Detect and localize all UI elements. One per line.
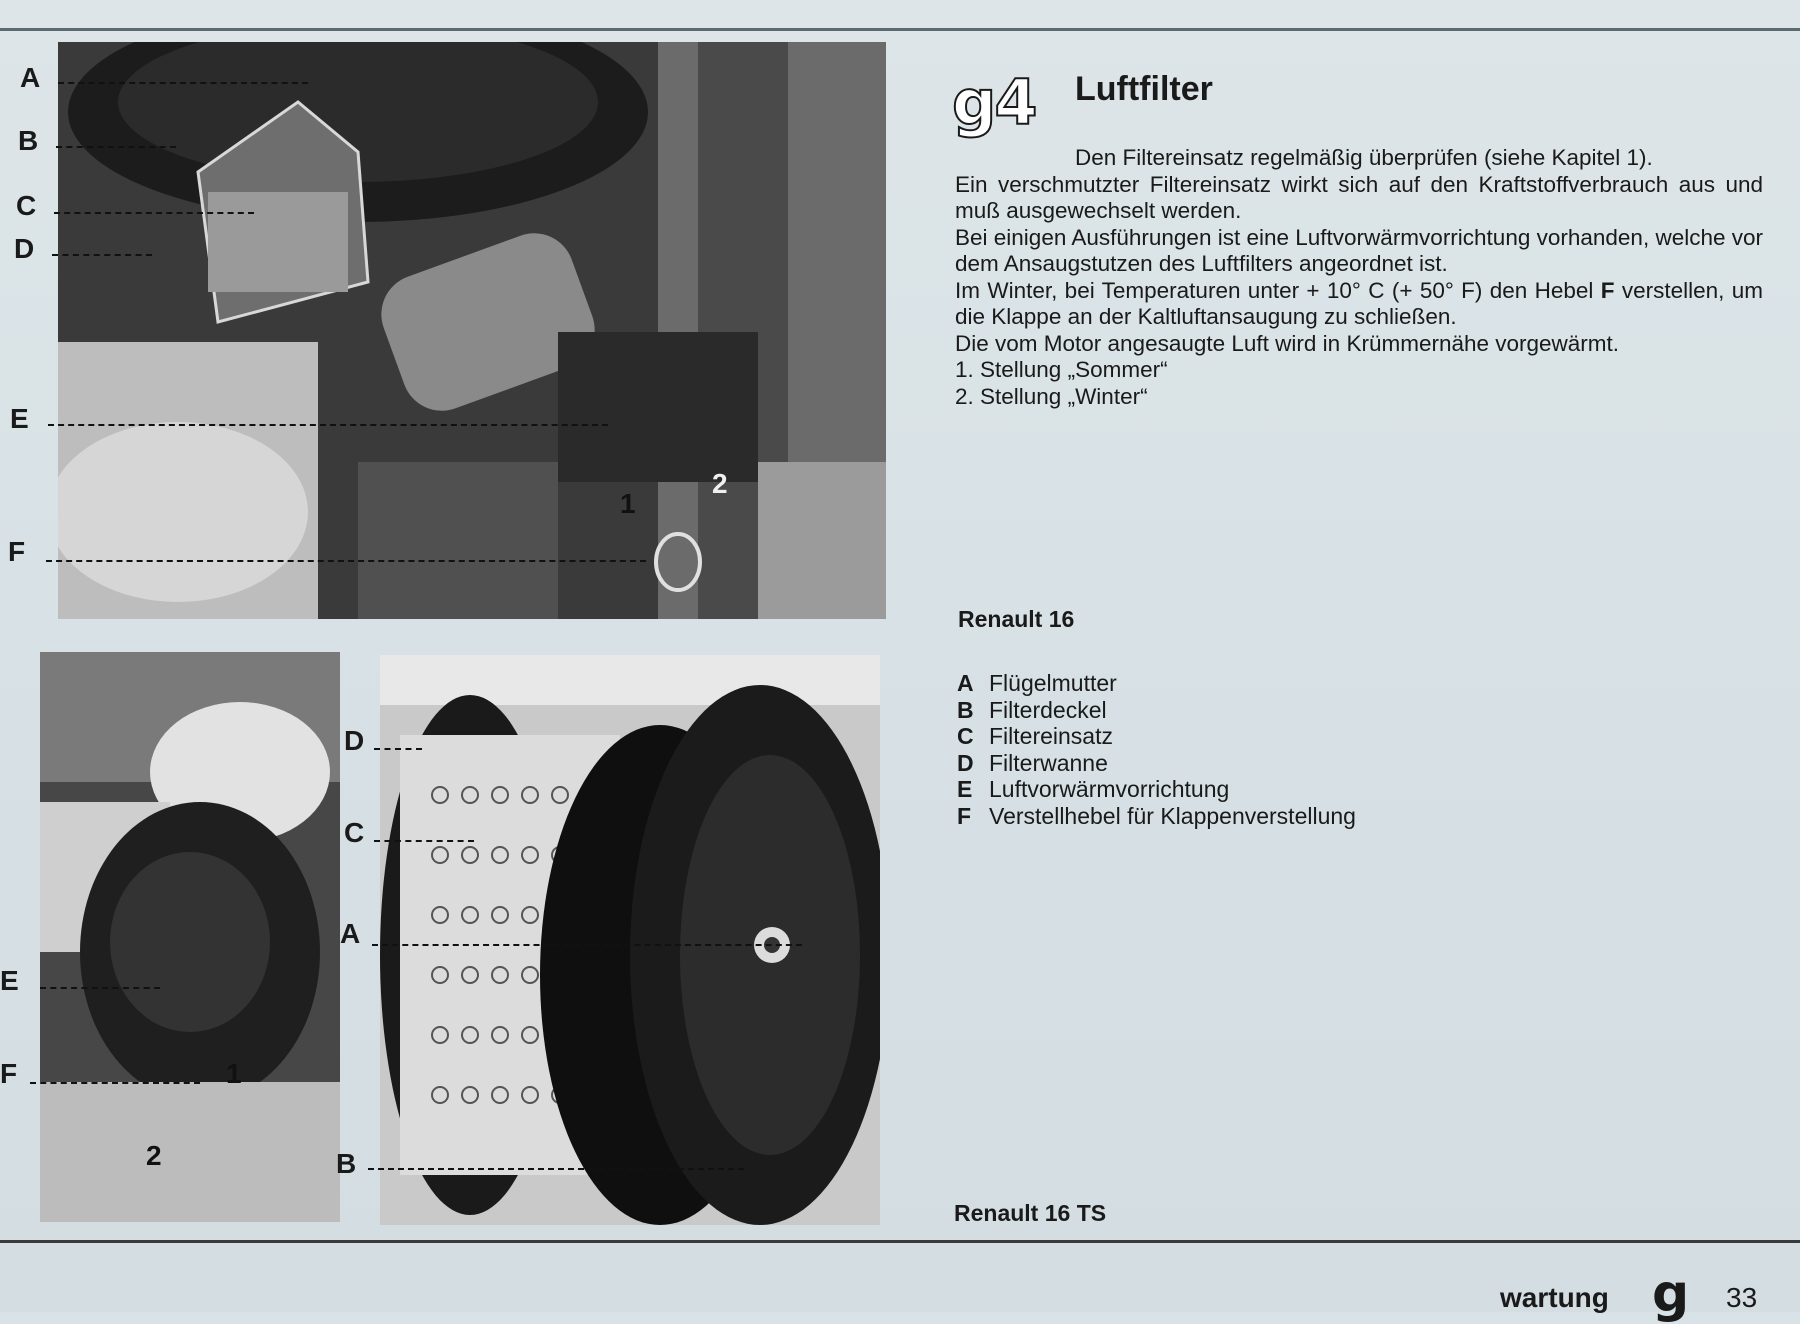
caption-top: Renault 16 [958,606,1075,632]
callout-f: F [8,536,26,567]
section-number: g4 [952,66,1036,139]
position-2-label: 2 [712,468,728,499]
leader-a-right [372,944,802,946]
leader-e-bottom [40,987,160,989]
callout-c-right: C [344,817,365,848]
legend-item [957,776,1356,803]
legend-key: E [957,776,973,802]
position-1-label-bottom: 1 [226,1058,242,1089]
legend-item [957,670,1356,697]
callout-a: A [20,62,41,93]
paragraph-2: Ein verschmutzter Filtereinsatz wirkt sich auf den Kraftstoffverbrauch aus und muß ausgewechselt werden. [955,171,1763,223]
callout-d: D [14,233,35,264]
position-2-label-bottom: 2 [146,1140,162,1171]
callout-b-right: B [336,1148,357,1179]
callout-b: B [18,125,39,156]
section-title: Luftfilter [1075,70,1213,108]
legend-key: C [957,723,974,749]
step-1: 1. Stellung „Sommer“ [955,357,1168,382]
body-text [955,145,1763,410]
callout-a-right: A [340,918,361,949]
legend-item [957,723,1356,750]
legend-key: A [957,670,974,696]
callout-e-bottom: E [0,965,19,996]
legend-text: Luftvorwärmvorrichtung [989,776,1230,802]
callout-c: C [16,190,37,221]
legend-text: Filterwanne [989,749,1108,776]
air-intake-photo [40,652,340,1222]
legend [957,670,1356,829]
legend-text: Verstellhebel für Klappenverstellung [989,802,1356,829]
page-number: 33 [1726,1282,1758,1313]
legend-text: Filtereinsatz [989,723,1113,749]
paragraph-4-prefix: Im Winter, bei Temperaturen unter + 10° C (+ 50° F) den Hebel [955,277,1601,303]
legend-key: F [957,802,972,829]
caption-bottom: Renault 16 TS [954,1200,1107,1226]
footer-chapter-letter: g [1652,1264,1690,1324]
leader-d [52,254,152,256]
paragraph-1: Den Filtereinsatz regelmäßig überprüfen (siehe Kapitel 1). [1075,145,1653,170]
legend-key: B [957,696,974,723]
legend-item [957,750,1356,777]
callout-d-right: D [344,725,365,756]
footer-section-word: wartung [1500,1282,1609,1313]
position-1-label: 1 [620,488,636,519]
callout-f-bottom: F [0,1058,18,1089]
paragraph-5: Die vom Motor angesaugte Luft wird in Krümmernähe vorgewärmt. [955,330,1620,356]
leader-f-bottom [30,1082,200,1084]
paragraph-4 [955,278,1763,331]
callout-e: E [10,403,29,434]
paragraph-4-suffix: verstellen, um die Klappe an der Kaltluftansaugung zu schließen. [955,277,1763,329]
legend-text: Filterdeckel [989,696,1107,723]
leader-e [48,424,608,426]
leader-c-right [374,840,474,842]
top-rule [0,28,1800,31]
paragraph-3: Bei einigen Ausführungen ist eine Luftvorwärmvorrichtung vorhanden, welche vor dem Ansaugstutzen des Luftfilters angeordnet ist. [955,224,1763,276]
legend-key: D [957,749,974,776]
paragraph-4-key: F [1600,277,1615,303]
leader-c [54,212,254,214]
leader-a [58,82,308,84]
engine-photo-renault-16 [58,42,886,619]
leader-b-right [368,1168,744,1170]
leader-b [56,146,176,148]
legend-item [957,697,1356,724]
leader-f [46,560,646,562]
legend-text: Flügelmutter [989,670,1117,696]
filter-assembly-photo-renault-16-ts [380,655,880,1225]
leader-d-right [374,748,422,750]
bottom-rule [0,1240,1800,1243]
step-2: 2. Stellung „Winter“ [955,383,1148,409]
legend-item [957,803,1356,830]
